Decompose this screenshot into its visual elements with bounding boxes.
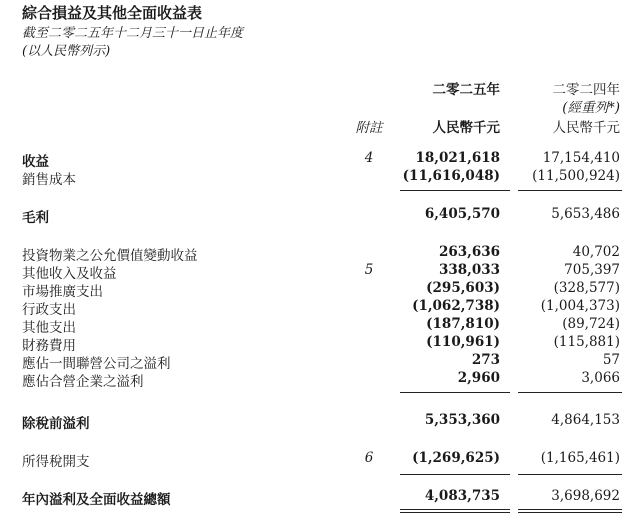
row-other-income xyxy=(0,262,640,280)
subtotal-rule-2024 xyxy=(518,190,622,191)
row-total-comprehensive-income xyxy=(0,488,640,506)
row-value-2024: (1,165,461) xyxy=(540,450,620,466)
row-note: 5 xyxy=(364,262,374,278)
col-2024-unit-header: 人民幣千元 xyxy=(552,120,620,136)
row-value-2024: (1,004,373) xyxy=(540,298,620,314)
row-label: 除稅前溢利 xyxy=(22,416,90,432)
row-label: 年內溢利及全面收益總額 xyxy=(22,492,171,508)
col-2024-restated-label: (經重列*) xyxy=(562,100,620,116)
row-value-2025: 18,021,618 xyxy=(415,150,500,166)
row-note: 6 xyxy=(364,450,374,466)
row-value-2025: (295,603) xyxy=(426,280,500,296)
row-label: 其他支出 xyxy=(22,320,76,336)
row-value-2025: 263,636 xyxy=(438,244,500,260)
total-double-rule-2024-bottom xyxy=(518,512,622,513)
row-label: 銷售成本 xyxy=(22,172,76,188)
row-profit-before-tax xyxy=(0,412,640,430)
row-value-2025: 6,405,570 xyxy=(424,206,500,222)
row-label: 投資物業之公允價值變動收益 xyxy=(22,248,198,264)
row-label: 應佔合營企業之溢利 xyxy=(22,374,144,390)
row-value-2024: 17,154,410 xyxy=(542,150,620,166)
row-value-2025: 4,083,735 xyxy=(424,488,500,504)
row-revenue xyxy=(0,150,640,168)
row-value-2025: (187,810) xyxy=(426,316,500,332)
row-label: 所得稅開支 xyxy=(22,454,90,470)
row-label: 應佔一間聯營公司之溢利 xyxy=(22,356,171,372)
row-label: 毛利 xyxy=(22,210,49,226)
total-double-rule-2025-bottom xyxy=(400,512,510,513)
col-2024-year-header: 二零二四年 xyxy=(552,82,620,98)
row-income-tax xyxy=(0,450,640,468)
row-value-2024: (328,577) xyxy=(553,280,620,296)
row-value-2024: (89,724) xyxy=(562,316,620,332)
row-value-2024: (115,881) xyxy=(553,334,620,350)
row-label: 其他收入及收益 xyxy=(22,266,117,282)
row-label: 財務費用 xyxy=(22,338,76,354)
subtotal-rule-2024 xyxy=(518,392,622,393)
row-marketing-expenses xyxy=(0,280,640,298)
row-value-2024: 57 xyxy=(602,352,620,368)
col-2025-year-header: 二零二五年 xyxy=(432,82,500,98)
row-value-2025: (110,961) xyxy=(426,334,500,350)
row-value-2025: 5,353,360 xyxy=(424,412,500,428)
row-value-2025: (1,269,625) xyxy=(412,450,500,466)
row-value-2024: 5,653,486 xyxy=(551,206,620,222)
statement-title: 綜合損益及其他全面收益表 xyxy=(22,4,203,22)
row-cost-of-sales xyxy=(0,168,640,186)
row-value-2024: 40,702 xyxy=(572,244,620,260)
row-value-2024: (11,500,924) xyxy=(532,168,620,184)
row-share-associate-profit xyxy=(0,352,640,370)
row-label: 市場推廣支出 xyxy=(22,284,103,300)
row-value-2025: 338,033 xyxy=(438,262,500,278)
row-gross-profit xyxy=(0,206,640,224)
note-header: 附註 xyxy=(355,120,383,136)
row-value-2025: 2,960 xyxy=(457,370,500,386)
row-value-2024: 3,066 xyxy=(581,370,620,386)
row-share-jv-profit xyxy=(0,370,640,388)
row-note: 4 xyxy=(364,150,374,166)
row-other-expenses xyxy=(0,316,640,334)
row-value-2025: (1,062,738) xyxy=(412,298,500,314)
total-double-rule-2025-top xyxy=(400,509,510,510)
currency-note: (以人民幣列示) xyxy=(22,44,111,59)
row-value-2024: 4,864,153 xyxy=(551,412,620,428)
row-value-2024: 705,397 xyxy=(564,262,620,278)
col-2025-unit-header: 人民幣千元 xyxy=(432,120,500,136)
row-value-2025: (11,616,048) xyxy=(402,168,500,184)
subtotal-rule-2025 xyxy=(400,190,510,191)
row-value-2025: 273 xyxy=(471,352,500,368)
subtotal-rule-2024 xyxy=(518,474,622,475)
row-label: 行政支出 xyxy=(22,302,76,318)
row-value-2024: 3,698,692 xyxy=(551,488,620,504)
row-label: 收益 xyxy=(22,154,49,170)
total-double-rule-2024-top xyxy=(518,509,622,510)
subtotal-rule-2025 xyxy=(400,474,510,475)
statement-period: 截至二零二五年十二月三十一日止年度 xyxy=(22,26,244,41)
row-fair-value-gain xyxy=(0,244,640,262)
row-administrative-expenses xyxy=(0,298,640,316)
row-finance-costs xyxy=(0,334,640,352)
subtotal-rule-2025 xyxy=(400,392,510,393)
